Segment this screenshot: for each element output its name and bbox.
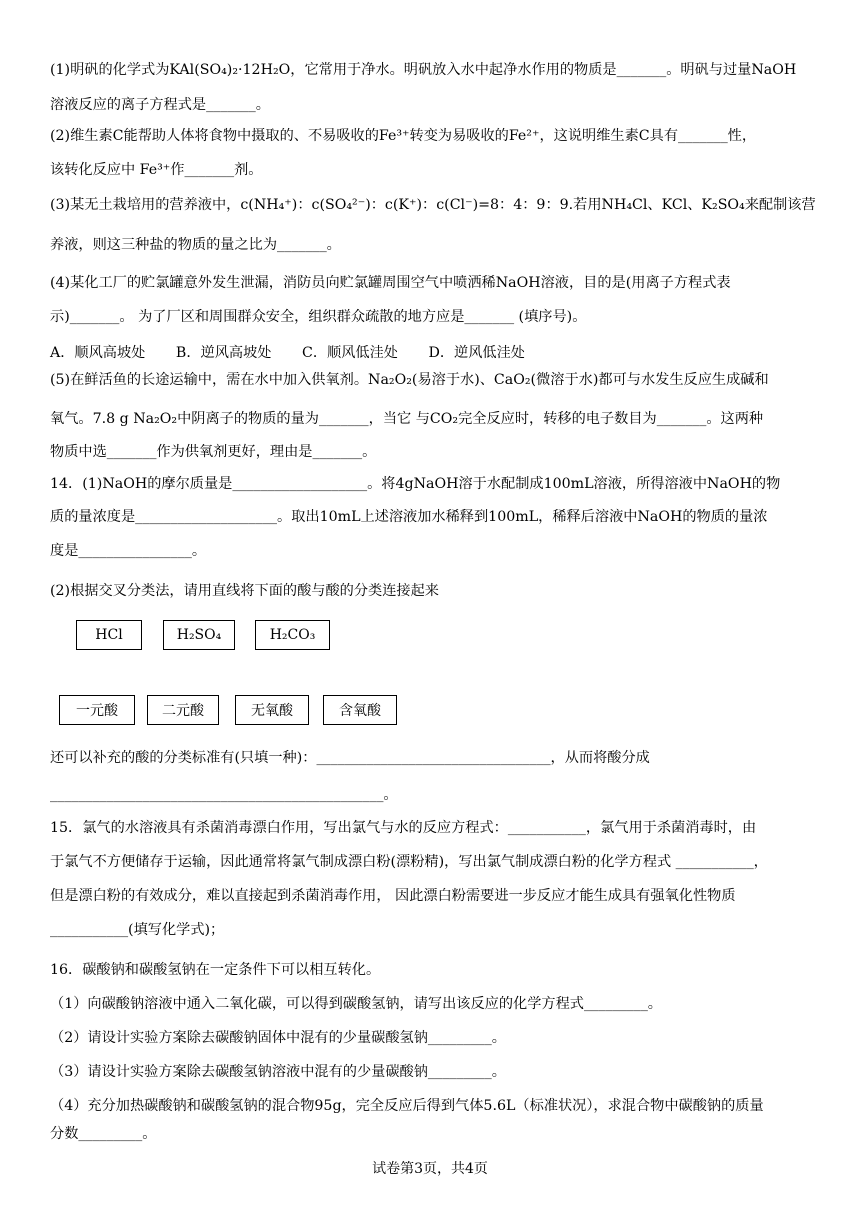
text-line: （1）向碳酸钠溶液中通入二氧化碳，可以得到碳酸氢钠，请写出该反应的化学方程式_________。 bbox=[50, 996, 662, 1012]
text-line: 度是________________。 bbox=[50, 543, 207, 559]
text-line: 15．氯气的水溶液具有杀菌消毒漂白作用，写出氯气与水的反应方程式：___________，氯气用于杀菌消毒时，由 bbox=[50, 820, 757, 836]
text-line: （2）请设计实验方案除去碳酸钠固体中混有的少量碳酸氢钠_________。 bbox=[50, 1030, 506, 1046]
option-b: B．逆风高坡处 bbox=[175, 345, 272, 361]
text-line: (2)维生素C能帮助人体将食物中摄取的、不易吸收的Fe³⁺转变为易吸收的Fe²⁺，这说明维生素C具有_______性， bbox=[50, 128, 757, 144]
text-line: 示)_______。 为了厂区和周围群众安全，组织群众疏散的地方应是_______ (填序号)。 bbox=[50, 309, 587, 325]
text-line: (3)某无土栽培用的营养液中，c(NH₄⁺)：c(SO₄²⁻)：c(K⁺)：c(Cl⁻)=8：4：9：9.若用NH₄Cl、KCl、K₂SO₄来配制该营 bbox=[50, 197, 816, 213]
text-line: (2)根据交叉分类法，请用直线将下面的酸与酸的分类连接起来 bbox=[50, 583, 439, 599]
text-line: 该转化反应中 Fe³⁺作_______剂。 bbox=[50, 162, 263, 178]
text-line: (5)在鲜活鱼的长途运输中，需在水中加入供氧剂。Na₂O₂(易溶于水)、CaO₂(微溶于水)都可与水发生反应生成碱和 bbox=[50, 372, 769, 388]
acid-box-h2co3: H₂CO₃ bbox=[255, 620, 330, 650]
text-line: 14．(1)NaOH的摩尔质量是___________________。将4gNaOH溶于水配制成100mL溶液，所得溶液中NaOH的物 bbox=[50, 476, 781, 492]
text-line: (1)明矾的化学式为KAl(SO₄)₂·12H₂O，它常用于净水。明矾放入水中起净水作用的物质是_______。明矾与过量NaOH bbox=[50, 62, 797, 78]
text-line: _______________________________________________。 bbox=[50, 787, 398, 803]
category-box-oxygen-free: 无氧酸 bbox=[235, 695, 309, 725]
acid-box-h2so4: H₂SO₄ bbox=[163, 620, 235, 650]
text-line: 16．碳酸钠和碳酸氢钠在一定条件下可以相互转化。 bbox=[50, 962, 381, 978]
option-c: C．顺风低洼处 bbox=[301, 345, 398, 361]
text-line: 物质中选_______作为供氧剂更好，理由是_______。 bbox=[50, 444, 377, 460]
text-line: （4）充分加热碳酸钠和碳酸氢钠的混合物95g，完全反应后得到气体5.6L（标准状况），求混合物中碳酸钠的质量 bbox=[50, 1098, 764, 1114]
acid-box-hcl: HCl bbox=[76, 620, 142, 650]
option-d: D．逆风低洼处 bbox=[428, 345, 525, 361]
category-box-monobasic: 一元酸 bbox=[59, 695, 135, 725]
text-line: (4)某化工厂的贮氯罐意外发生泄漏，消防员向贮氯罐周围空气中喷洒稀NaOH溶液，目的是(用离子方程式表 bbox=[50, 275, 731, 291]
category-box-oxyacid: 含氧酸 bbox=[323, 695, 397, 725]
text-line: ___________(填写化学式)； bbox=[50, 922, 225, 938]
text-line: 溶液反应的离子方程式是_______。 bbox=[50, 97, 270, 113]
option-a: A．顺风高坡处 bbox=[50, 345, 146, 361]
answer-options bbox=[50, 342, 551, 362]
text-line: 于氯气不方便储存于运输，因此通常将氯气制成漂白粉(漂粉精)，写出氯气制成漂白粉的化学方程式 ___________， bbox=[50, 854, 768, 870]
text-line: 养液，则这三种盐的物质的量之比为_______。 bbox=[50, 237, 341, 253]
text-line: 还可以补充的酸的分类标准有(只填一种)：_________________________________，从而将酸分成 bbox=[50, 750, 650, 766]
text-line: 分数_________。 bbox=[50, 1126, 157, 1142]
text-line: 但是漂白粉的有效成分，难以直接起到杀菌消毒作用， 因此漂白粉需要进一步反应才能生成具有强氧化性物质 bbox=[50, 888, 736, 904]
text-line: 质的量浓度是____________________。取出10mL上述溶液加水稀释到100mL，稀释后溶液中NaOH的物质的量浓 bbox=[50, 509, 768, 525]
category-box-dibasic: 二元酸 bbox=[147, 695, 219, 725]
page-footer: 试卷第3页，共4页 bbox=[372, 1161, 488, 1177]
text-line: （3）请设计实验方案除去碳酸氢钠溶液中混有的少量碳酸钠_________。 bbox=[50, 1064, 506, 1080]
text-line: 氧气。7.8 g Na₂O₂中阴离子的物质的量为_______，当它 与CO₂完全反应时，转移的电子数目为_______。这两种 bbox=[50, 411, 764, 427]
